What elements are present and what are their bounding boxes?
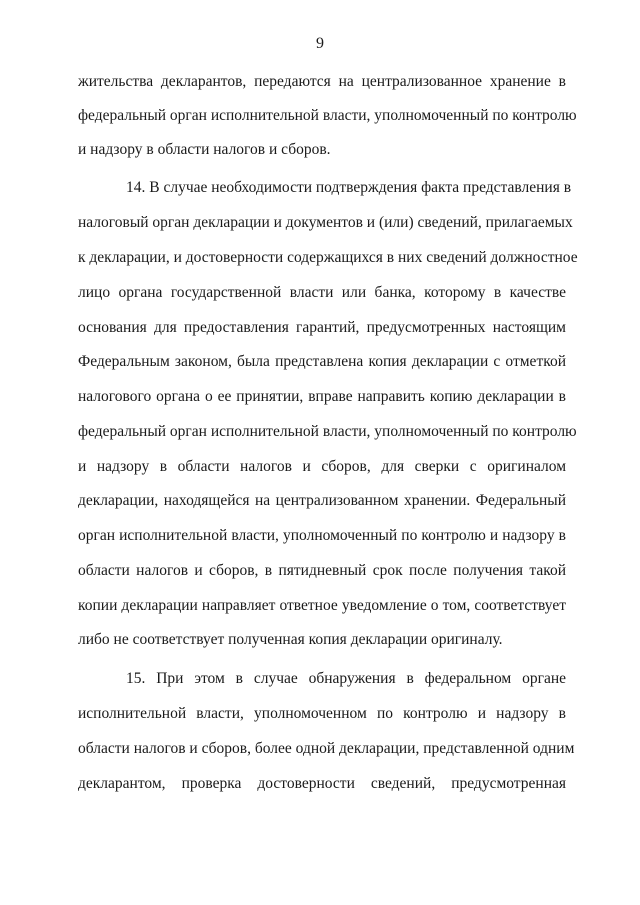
- page-number: 9: [316, 35, 324, 52]
- text-line: декларации, находящейся на централизованном хранении. Федеральный: [78, 492, 566, 509]
- text-line: орган исполнительной власти, уполномоченный по контролю и надзору в: [78, 527, 566, 544]
- text-line: жительства декларантов, передаются на централизованное хранение в: [78, 73, 566, 90]
- paragraph-14-first-line: 14. В случае необходимости подтверждения факта представления в: [126, 179, 572, 196]
- text-line: исполнительной власти, уполномоченном по контролю и надзору в: [78, 705, 566, 722]
- text-line: федеральный орган исполнительной власти, уполномоченный по контролю: [78, 423, 577, 440]
- text-line: налогового органа о ее принятии, вправе направить копию декларации в: [78, 388, 566, 405]
- text-line: Федеральным законом, была представлена копия декларации с отметкой: [78, 353, 566, 370]
- paragraph-15-first-line: 15. При этом в случае обнаружения в федеральном органе: [126, 670, 566, 687]
- text-line: к декларации, и достоверности содержащихся в них сведений должностное: [78, 249, 578, 266]
- text-line: либо не соответствует полученная копия декларации оригиналу.: [78, 631, 503, 648]
- text-line: лицо органа государственной власти или банка, которому в качестве: [78, 284, 566, 301]
- text-line: налоговый орган декларации и документов и (или) сведений, прилагаемых: [78, 214, 573, 231]
- text-line: копии декларации направляет ответное уведомление о том, соответствует: [78, 597, 566, 614]
- text-line: основания для предоставления гарантий, предусмотренных настоящим: [78, 319, 566, 336]
- text-line: и надзору в области налогов и сборов.: [78, 141, 331, 158]
- text-line: и надзору в области налогов и сборов, для сверки с оригиналом: [78, 458, 566, 475]
- text-line: области налогов и сборов, в пятидневный срок после получения такой: [78, 562, 566, 579]
- text-line: федеральный орган исполнительной власти, уполномоченный по контролю: [78, 107, 577, 124]
- text-line: области налогов и сборов, более одной декларации, представленной одним: [78, 740, 575, 757]
- text-line: декларантом, проверка достоверности сведений, предусмотренная: [78, 775, 566, 792]
